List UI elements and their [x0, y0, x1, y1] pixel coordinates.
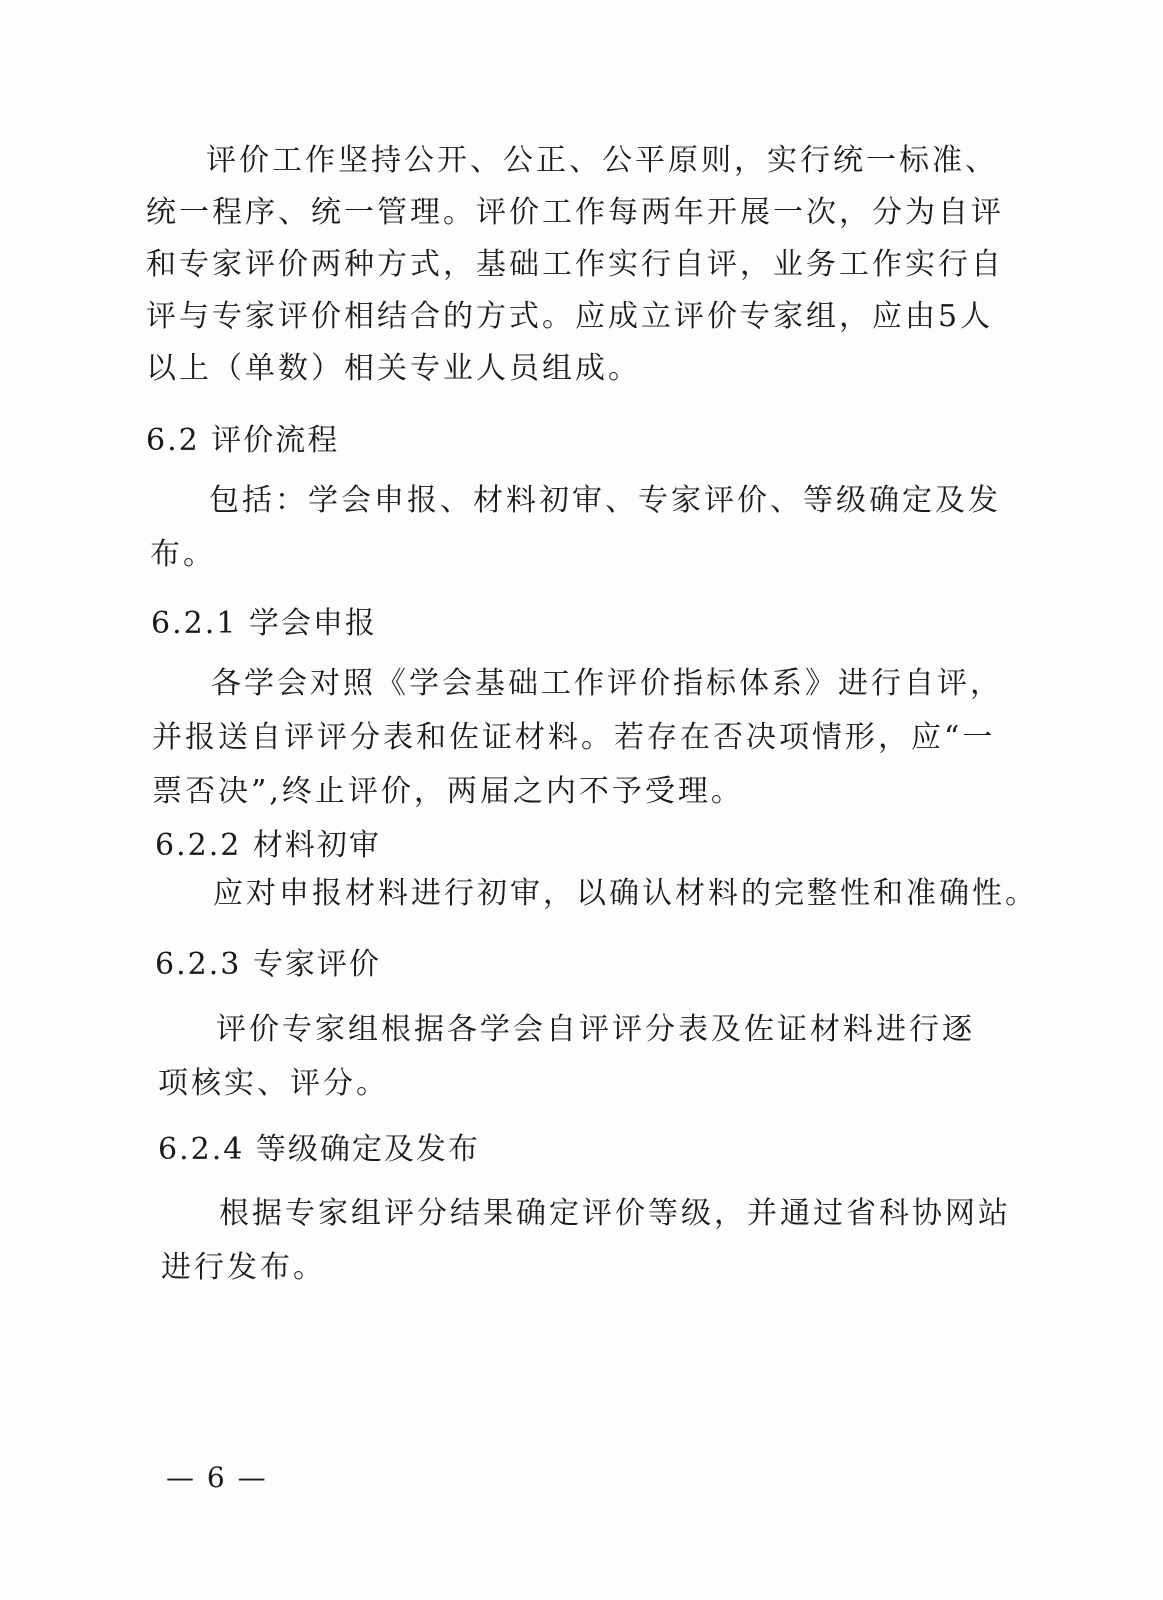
section-heading: 6.2.2 材料初审 [155, 828, 381, 863]
paragraph-line: 并报送自评评分表和佐证材料。若存在否决项情形，应“一 [152, 720, 996, 755]
paragraph-line: 进行发布。 [161, 1250, 326, 1285]
paragraph-line: 评价专家组根据各学会自评评分表及佐证材料进行逐 [216, 1012, 975, 1047]
paragraph-line: 和专家评价两种方式，基础工作实行自评，业务工作实行自 [146, 247, 1004, 282]
paragraph-line: 各学会对照《学会基础工作评价指标体系》进行自评， [211, 666, 1003, 701]
paragraph-line: 包括：学会申报、材料初审、专家评价、等级确定及发 [209, 483, 1001, 518]
paragraph-line: 项核实、评分。 [158, 1066, 389, 1101]
section-heading: 6.2.3 专家评价 [155, 947, 381, 982]
paragraph-line: 根据专家组评分结果确定评价等级，并通过省科协网站 [219, 1196, 1011, 1231]
paragraph-line: 票否决”,终止评价，两届之内不予受理。 [152, 774, 744, 809]
paragraph-line: 评与专家评价相结合的方式。应成立评价专家组，应由5人 [146, 299, 994, 334]
section-heading: 6.2.1 学会申报 [151, 606, 377, 641]
paragraph-line: 评价工作坚持公开、公正、公平原则，实行统一标准、 [206, 143, 998, 178]
section-heading: 6.2 评价流程 [146, 423, 340, 458]
paragraph-line: 以上（单数）相关专业人员组成。 [146, 351, 641, 386]
paragraph-line: 布。 [150, 537, 216, 572]
paragraph-line: 应对申报材料进行初审，以确认材料的完整性和准确性。 [213, 876, 1038, 911]
page-number: — 6 — [166, 1461, 268, 1494]
section-heading: 6.2.4 等级确定及发布 [158, 1132, 480, 1167]
paragraph-line: 统一程序、统一管理。评价工作每两年开展一次，分为自评 [146, 195, 1004, 230]
